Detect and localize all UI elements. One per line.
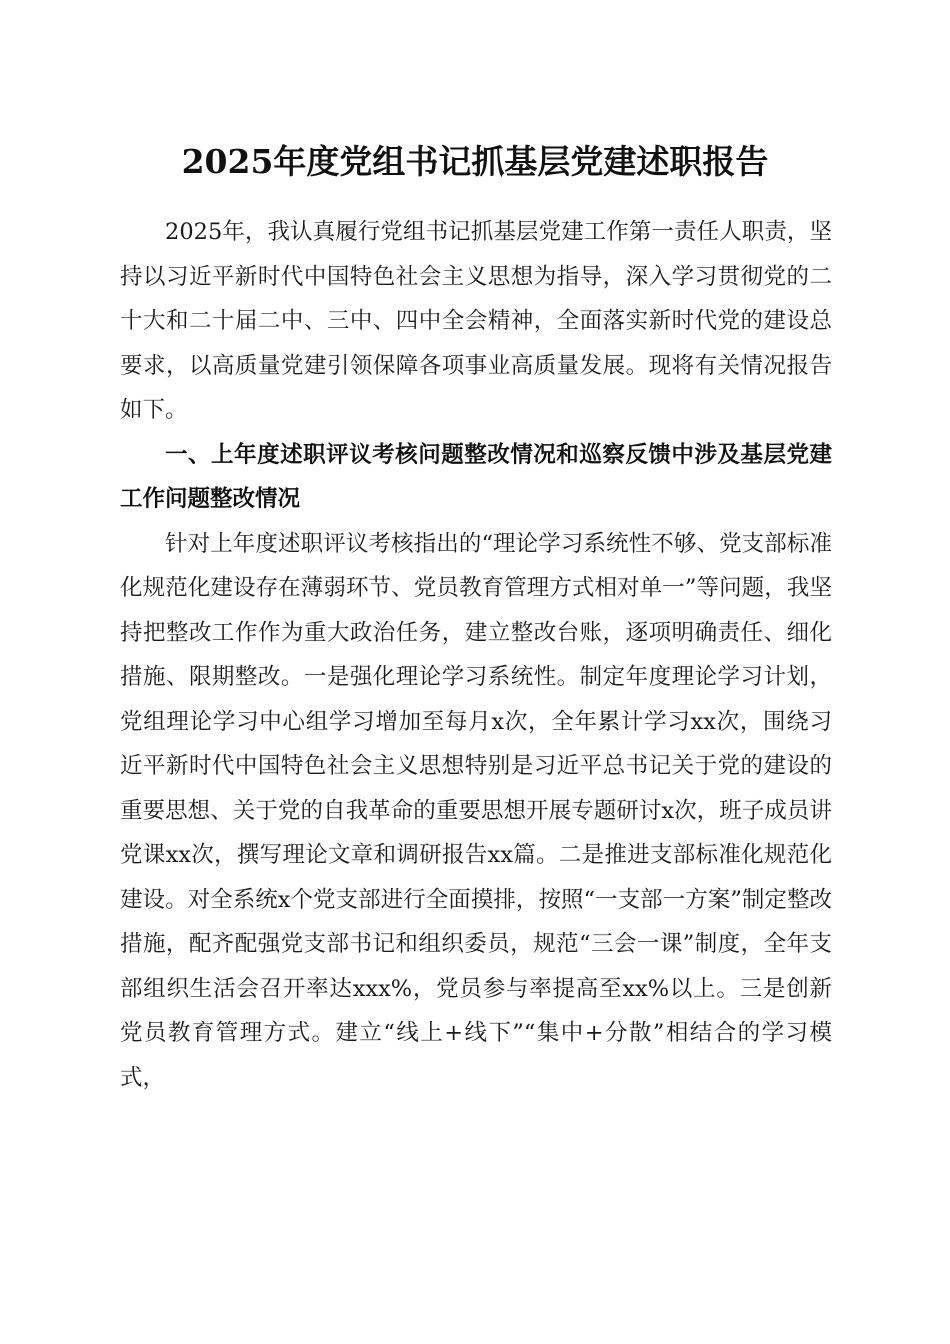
intro-paragraph: 2025年，我认真履行党组书记抓基层党建工作第一责任人职责，坚持以习近平新时代中国特色社会主义思想为指导，深入学习贯彻党的二十大和二十届二中、三中、四中全会精神，全面落实新时代党的建设总要求，以高质量党建引领保障各项事业高质量发展。现将有关情况报告如下。 <box>120 219 832 423</box>
document-title: 2025年度党组书记抓基层党建述职报告 <box>181 142 769 181</box>
document-body <box>120 210 832 1100</box>
section-1-paragraph: 针对上年度述职评议考核指出的“理论学习系统性不够、党支部标准化规范化建设存在薄弱环节、党员教育管理方式相对单一”等问题，我坚持把整改工作作为重大政治任务，建立整改台账，逐项明确责任、细化措施、限期整改。一是强化理论学习系统性。制定年度理论学习计划，党组理论学习中心组学习增加至每月x次，全年累计学习xx次，围绕习近平新时代中国特色社会主义思想特别是习近平总书记关于党的建设的重要思想、关于党的自我革命的重要思想开展专题研讨x次，班子成员讲党课xx次，撰写理论文章和调研报告xx篇。二是推进支部标准化规范化建设。对全系统x个党支部进行全面摸排，按照“一支部一方案”制定整改措施，配齐配强党支部书记和组织委员，规范“三会一课”制度，全年支部组织生活会召开率达xxx%，党员参与率提高至xx%以上。三是创新党员教育管理方式。建立“线上+线下”“集中+分散”相结合的学习模式， <box>120 530 832 1091</box>
section-heading-1: 一、上年度述职评议考核问题整改情况和巡察反馈中涉及基层党建工作问题整改情况 <box>120 441 832 512</box>
